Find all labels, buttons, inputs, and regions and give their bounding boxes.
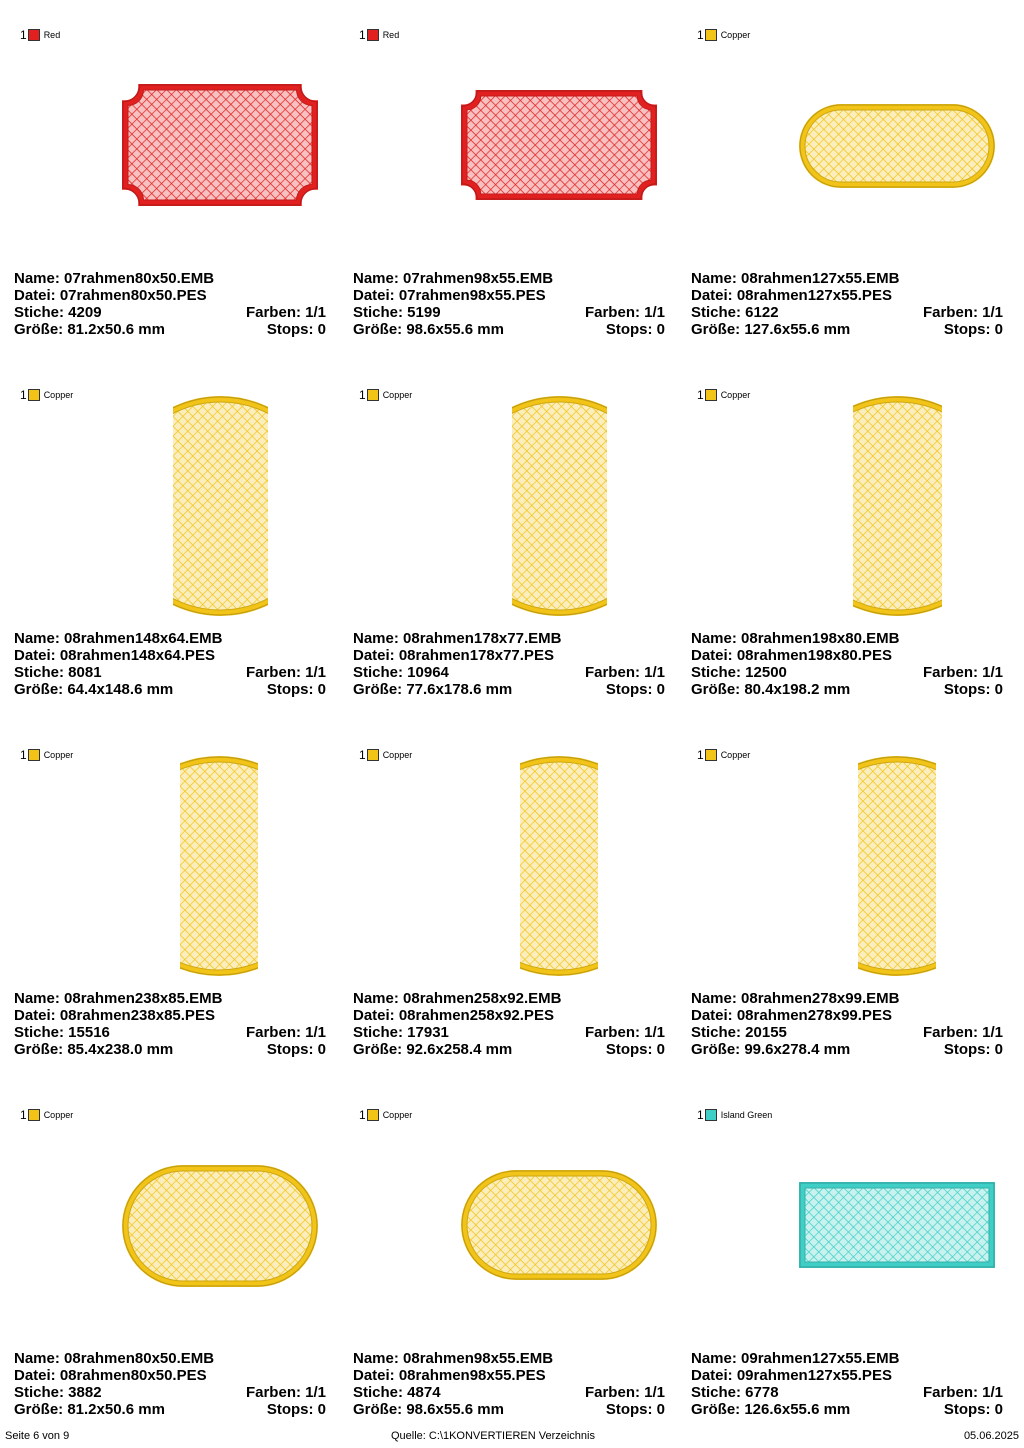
- color-swatch: [705, 1109, 717, 1121]
- color-number: 1: [697, 1108, 704, 1122]
- embroidery-design-preview: [512, 396, 607, 616]
- color-number: 1: [20, 388, 27, 402]
- design-mesh-fill: [858, 760, 936, 972]
- design-mesh-fill: [465, 1174, 653, 1276]
- color-swatch: [28, 29, 40, 41]
- color-name: Copper: [720, 30, 751, 40]
- design-size: Größe: 98.6x55.6 mm: [353, 1401, 504, 1418]
- color-name: Red: [382, 30, 400, 40]
- color-legend: [359, 1107, 412, 1123]
- design-info: [353, 1350, 665, 1418]
- color-number: 1: [359, 28, 366, 42]
- stop-count: Stops: 0: [266, 321, 326, 338]
- design-name: Name: 07rahmen98x55.EMB: [353, 270, 554, 287]
- design-name: Name: 08rahmen278x99.EMB: [691, 990, 900, 1007]
- design-mesh-fill: [512, 400, 607, 612]
- design-card: [677, 720, 1015, 1080]
- color-count: Farben: 1/1: [922, 664, 1003, 681]
- design-name: Name: 08rahmen127x55.EMB: [691, 270, 900, 287]
- design-size: Größe: 85.4x238.0 mm: [14, 1041, 174, 1058]
- design-mesh-fill: [853, 400, 942, 612]
- stitch-count: Stiche: 8081: [14, 664, 102, 681]
- design-file: Datei: 08rahmen258x92.PES: [353, 1007, 554, 1024]
- color-count: Farben: 1/1: [922, 304, 1003, 321]
- color-swatch: [28, 749, 40, 761]
- embroidery-design-preview: [461, 1170, 657, 1280]
- color-number: 1: [359, 748, 366, 762]
- source-path: Quelle: C:\1KONVERTIEREN Verzeichnis: [391, 1430, 595, 1442]
- design-file: Datei: 08rahmen98x55.PES: [353, 1367, 546, 1384]
- design-mesh-fill: [465, 94, 653, 196]
- color-count: Farben: 1/1: [245, 664, 326, 681]
- color-count: Farben: 1/1: [922, 1384, 1003, 1401]
- stitch-count: Stiche: 10964: [353, 664, 449, 681]
- design-info: [691, 270, 1003, 338]
- embroidery-design-preview: [799, 104, 995, 188]
- design-name: Name: 09rahmen127x55.EMB: [691, 1350, 900, 1367]
- stop-count: Stops: 0: [266, 1401, 326, 1418]
- stitch-count: Stiche: 6778: [691, 1384, 779, 1401]
- design-file: Datei: 08rahmen238x85.PES: [14, 1007, 215, 1024]
- design-file: Datei: 08rahmen178x77.PES: [353, 647, 554, 664]
- color-number: 1: [20, 748, 27, 762]
- design-name: Name: 08rahmen178x77.EMB: [353, 630, 562, 647]
- design-name: Name: 08rahmen238x85.EMB: [14, 990, 223, 1007]
- design-info: [14, 1350, 326, 1418]
- design-info: [353, 270, 665, 338]
- stop-count: Stops: 0: [943, 1401, 1003, 1418]
- color-name: Island Green: [720, 1110, 773, 1120]
- color-number: 1: [697, 748, 704, 762]
- stop-count: Stops: 0: [605, 1041, 665, 1058]
- stop-count: Stops: 0: [943, 1041, 1003, 1058]
- stop-count: Stops: 0: [266, 681, 326, 698]
- design-info: [691, 1350, 1003, 1418]
- color-number: 1: [697, 388, 704, 402]
- design-card: [339, 360, 677, 720]
- design-card: [0, 720, 338, 1080]
- color-swatch: [28, 389, 40, 401]
- stop-count: Stops: 0: [266, 1041, 326, 1058]
- color-count: Farben: 1/1: [245, 304, 326, 321]
- color-count: Farben: 1/1: [245, 1384, 326, 1401]
- stitch-count: Stiche: 4209: [14, 304, 102, 321]
- design-size: Größe: 77.6x178.6 mm: [353, 681, 513, 698]
- embroidery-design-preview: [520, 756, 598, 976]
- design-info: [14, 990, 326, 1058]
- color-count: Farben: 1/1: [584, 664, 665, 681]
- color-name: Copper: [43, 750, 74, 760]
- stitch-count: Stiche: 4874: [353, 1384, 441, 1401]
- color-legend: [697, 387, 750, 403]
- page-footer: [0, 1430, 1024, 1444]
- color-name: Copper: [382, 750, 413, 760]
- design-info: [353, 990, 665, 1058]
- color-name: Red: [43, 30, 61, 40]
- color-name: Copper: [43, 1110, 74, 1120]
- embroidery-design-preview: [858, 756, 936, 976]
- design-size: Größe: 127.6x55.6 mm: [691, 321, 851, 338]
- color-legend: [697, 747, 750, 763]
- print-date: 05.06.2025: [963, 1430, 1019, 1442]
- color-swatch: [367, 1109, 379, 1121]
- design-card: [677, 360, 1015, 720]
- color-swatch: [705, 389, 717, 401]
- color-legend: [359, 27, 399, 43]
- color-legend: [20, 1107, 73, 1123]
- embroidery-design-preview: [173, 396, 268, 616]
- color-number: 1: [697, 28, 704, 42]
- color-number: 1: [20, 1108, 27, 1122]
- color-count: Farben: 1/1: [245, 1024, 326, 1041]
- color-legend: [20, 387, 73, 403]
- design-mesh-fill: [173, 400, 268, 612]
- color-legend: [359, 387, 412, 403]
- design-mesh-fill: [803, 1186, 991, 1264]
- design-info: [691, 990, 1003, 1058]
- color-legend: [20, 747, 73, 763]
- design-info: [14, 630, 326, 698]
- design-info: [691, 630, 1003, 698]
- stop-count: Stops: 0: [943, 681, 1003, 698]
- design-info: [14, 270, 326, 338]
- color-legend: [359, 747, 412, 763]
- stitch-count: Stiche: 12500: [691, 664, 787, 681]
- design-name: Name: 08rahmen198x80.EMB: [691, 630, 900, 647]
- color-legend: [697, 1107, 772, 1123]
- stitch-count: Stiche: 3882: [14, 1384, 102, 1401]
- stop-count: Stops: 0: [943, 321, 1003, 338]
- color-swatch: [367, 749, 379, 761]
- color-number: 1: [20, 28, 27, 42]
- design-file: Datei: 08rahmen278x99.PES: [691, 1007, 892, 1024]
- embroidery-design-preview: [799, 1182, 995, 1268]
- design-name: Name: 08rahmen258x92.EMB: [353, 990, 562, 1007]
- embroidery-design-preview: [122, 84, 318, 206]
- embroidery-design-preview: [122, 1165, 318, 1287]
- color-name: Copper: [720, 390, 751, 400]
- embroidery-design-preview: [853, 396, 942, 616]
- design-file: Datei: 08rahmen198x80.PES: [691, 647, 892, 664]
- design-size: Größe: 81.2x50.6 mm: [14, 1401, 165, 1418]
- design-file: Datei: 08rahmen148x64.PES: [14, 647, 215, 664]
- design-name: Name: 08rahmen80x50.EMB: [14, 1350, 215, 1367]
- stop-count: Stops: 0: [605, 681, 665, 698]
- page-number: Seite 6 von 9: [5, 1430, 70, 1442]
- design-size: Größe: 80.4x198.2 mm: [691, 681, 851, 698]
- design-size: Größe: 81.2x50.6 mm: [14, 321, 165, 338]
- color-legend: [20, 27, 60, 43]
- color-name: Copper: [43, 390, 74, 400]
- design-file: Datei: 08rahmen127x55.PES: [691, 287, 892, 304]
- design-name: Name: 08rahmen98x55.EMB: [353, 1350, 554, 1367]
- design-file: Datei: 09rahmen127x55.PES: [691, 1367, 892, 1384]
- color-name: Copper: [382, 390, 413, 400]
- design-card: [339, 720, 677, 1080]
- color-count: Farben: 1/1: [584, 1384, 665, 1401]
- design-size: Größe: 126.6x55.6 mm: [691, 1401, 851, 1418]
- stop-count: Stops: 0: [605, 321, 665, 338]
- design-name: Name: 07rahmen80x50.EMB: [14, 270, 215, 287]
- stitch-count: Stiche: 5199: [353, 304, 441, 321]
- stitch-count: Stiche: 6122: [691, 304, 779, 321]
- design-size: Größe: 98.6x55.6 mm: [353, 321, 504, 338]
- design-size: Größe: 99.6x278.4 mm: [691, 1041, 851, 1058]
- design-mesh-fill: [126, 1169, 314, 1283]
- color-count: Farben: 1/1: [584, 304, 665, 321]
- design-mesh-fill: [803, 108, 991, 184]
- color-number: 1: [359, 1108, 366, 1122]
- embroidery-design-preview: [180, 756, 258, 976]
- design-mesh-fill: [520, 760, 598, 972]
- color-swatch: [705, 749, 717, 761]
- color-swatch: [367, 29, 379, 41]
- design-mesh-fill: [180, 760, 258, 972]
- stitch-count: Stiche: 15516: [14, 1024, 110, 1041]
- stop-count: Stops: 0: [605, 1401, 665, 1418]
- design-size: Größe: 92.6x258.4 mm: [353, 1041, 513, 1058]
- color-swatch: [705, 29, 717, 41]
- stitch-count: Stiche: 20155: [691, 1024, 787, 1041]
- stitch-count: Stiche: 17931: [353, 1024, 449, 1041]
- design-file: Datei: 08rahmen80x50.PES: [14, 1367, 207, 1384]
- design-file: Datei: 07rahmen80x50.PES: [14, 287, 207, 304]
- design-file: Datei: 07rahmen98x55.PES: [353, 287, 546, 304]
- color-count: Farben: 1/1: [584, 1024, 665, 1041]
- design-card: [0, 360, 338, 720]
- color-count: Farben: 1/1: [922, 1024, 1003, 1041]
- embroidery-design-preview: [461, 90, 657, 200]
- color-swatch: [367, 389, 379, 401]
- design-mesh-fill: [126, 88, 314, 202]
- color-swatch: [28, 1109, 40, 1121]
- color-number: 1: [359, 388, 366, 402]
- color-legend: [697, 27, 750, 43]
- design-name: Name: 08rahmen148x64.EMB: [14, 630, 223, 647]
- design-info: [353, 630, 665, 698]
- color-name: Copper: [382, 1110, 413, 1120]
- design-size: Größe: 64.4x148.6 mm: [14, 681, 174, 698]
- color-name: Copper: [720, 750, 751, 760]
